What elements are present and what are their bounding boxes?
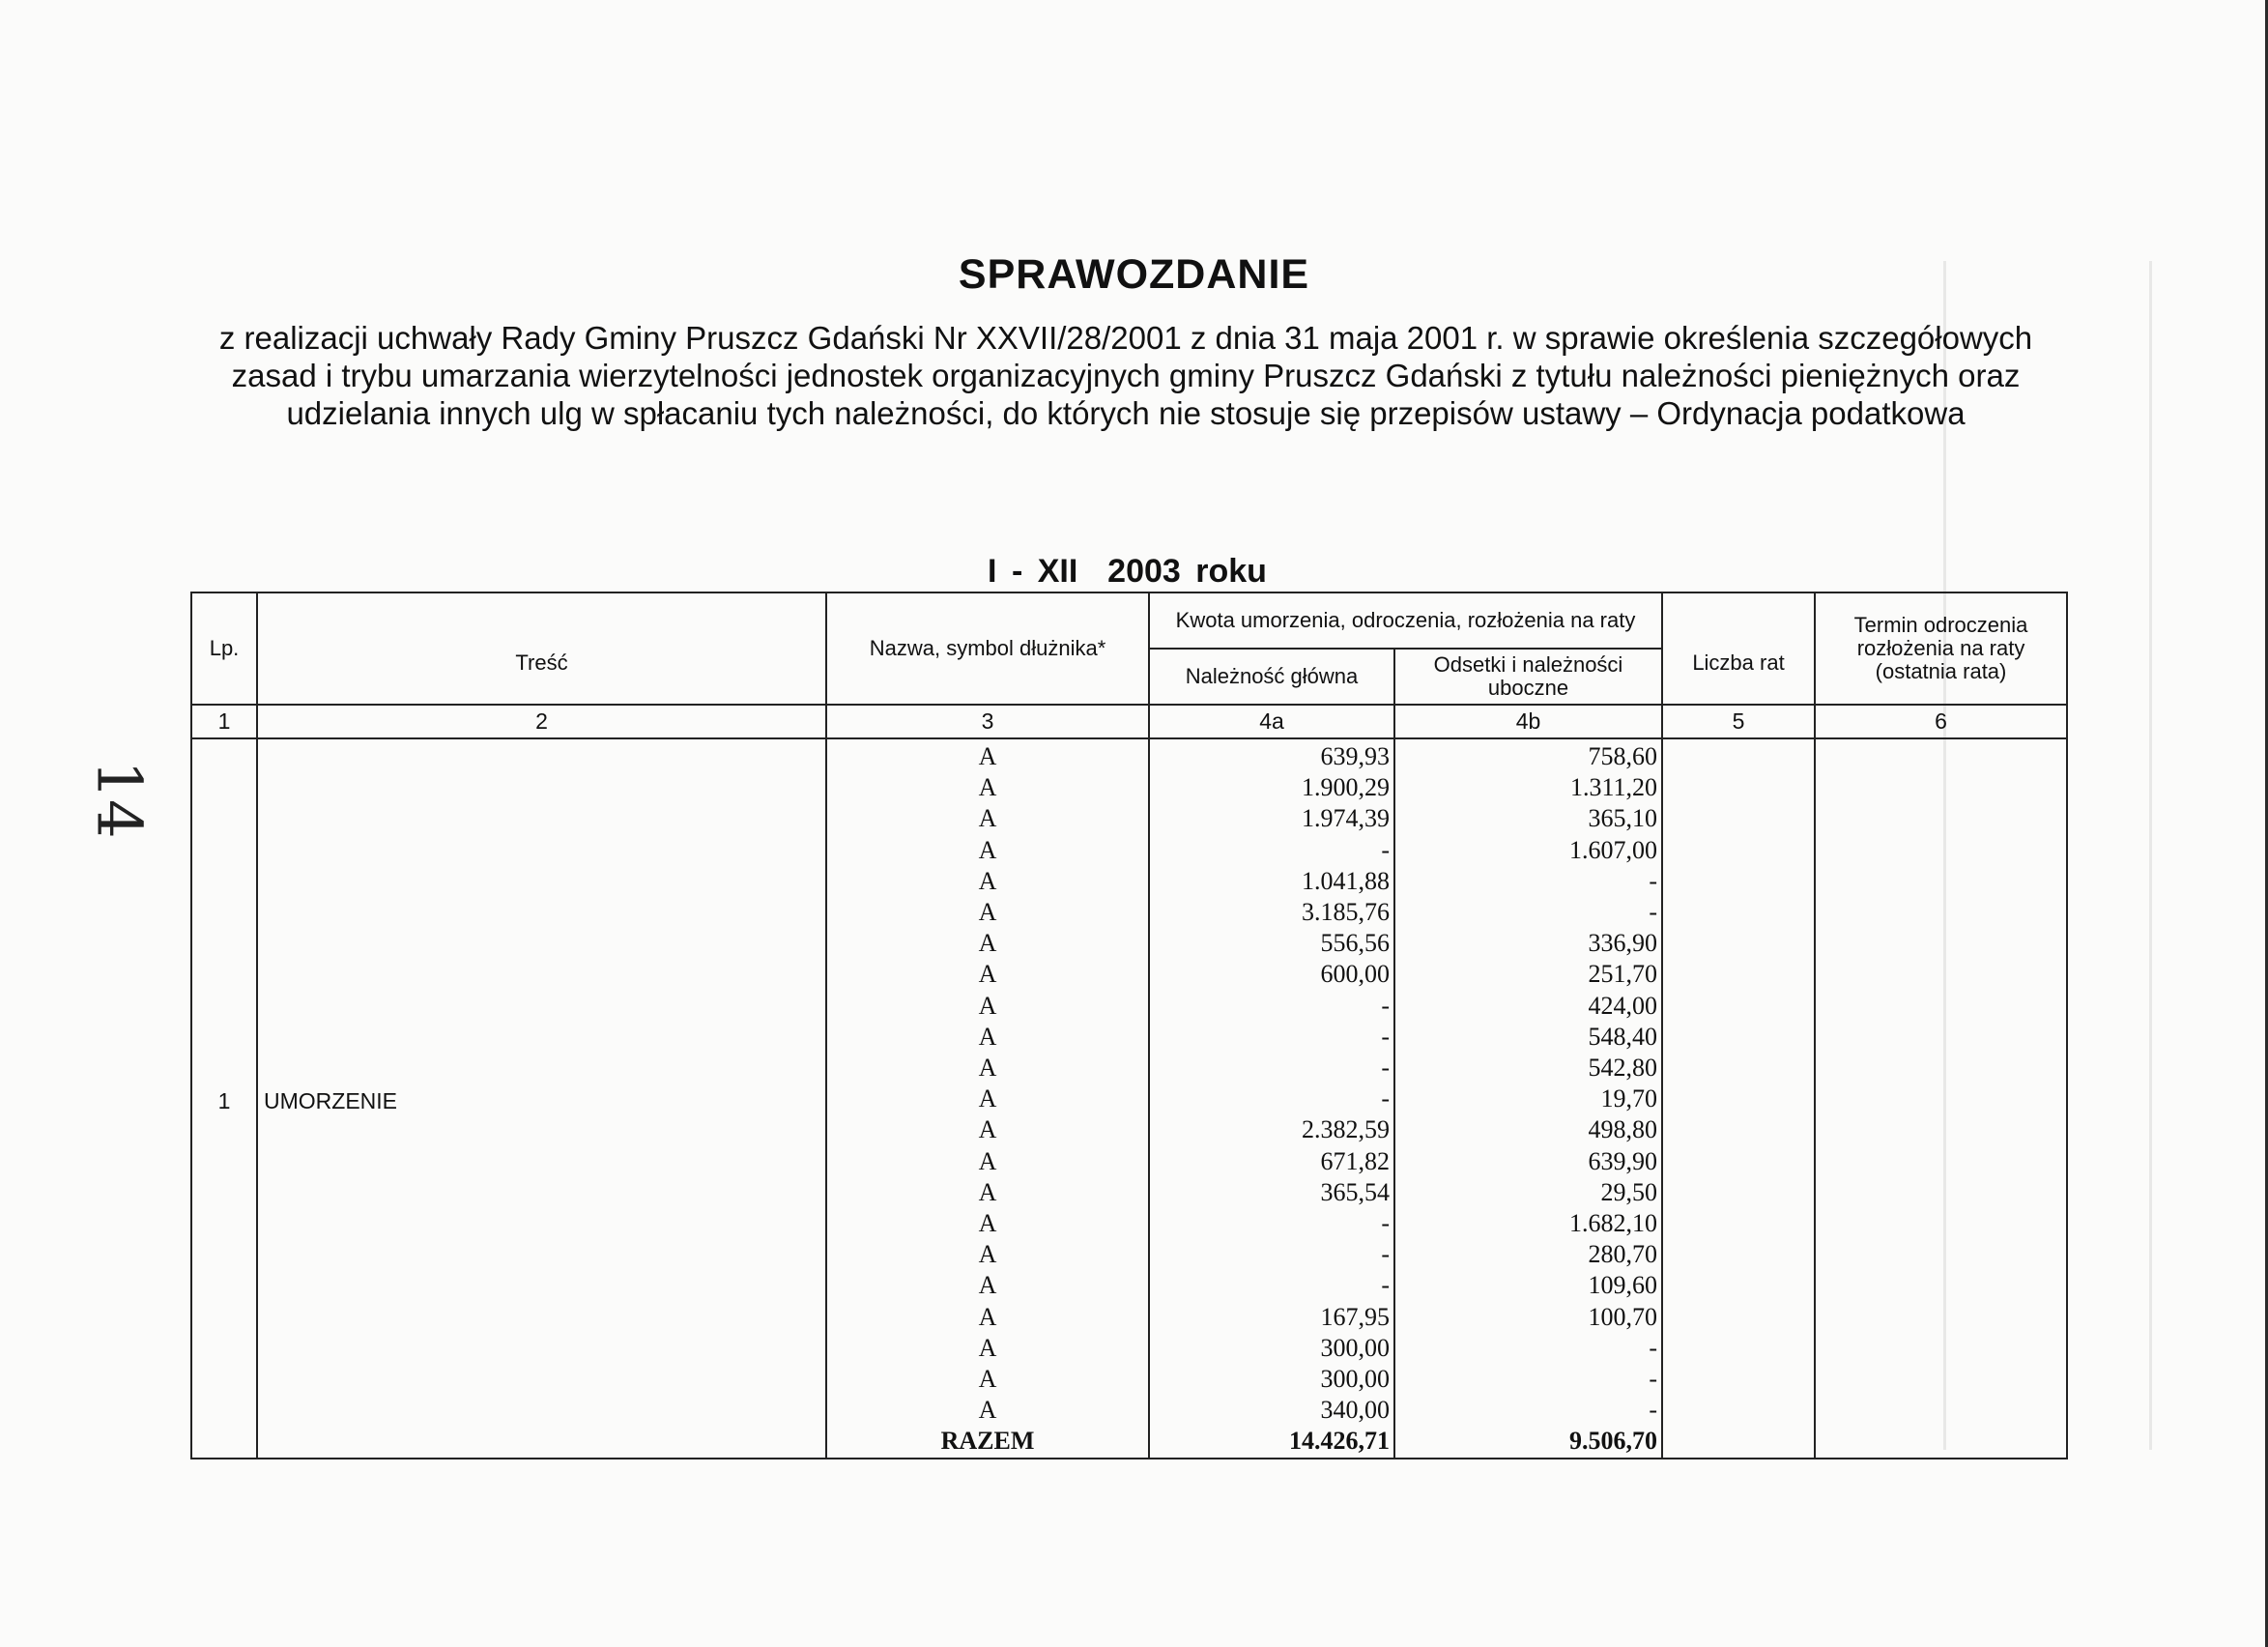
interest-value: 1.607,00: [1569, 835, 1658, 864]
interest-value: 100,70: [1588, 1302, 1658, 1331]
subtitle-line: udzielania innych ulg w spłacaniu tych należności, do których nie stosuje się przepisów ustawy – Ordynacja podatkowa: [286, 395, 1966, 431]
principal-value: 671,82: [1320, 1146, 1390, 1175]
debtor-symbol: A: [978, 991, 997, 1020]
row-termin: [1815, 738, 2067, 1459]
interest-value: 1.311,20: [1569, 773, 1658, 802]
interest-value-total: 9.506,70: [1569, 1427, 1658, 1456]
principal-list: [1150, 739, 1393, 1458]
interest-value: 29,50: [1600, 1177, 1658, 1206]
interest-column: [1394, 738, 1662, 1459]
interest-value: 336,90: [1588, 929, 1658, 958]
debtor-symbol: A: [978, 1240, 997, 1269]
interest-value: -: [1649, 1333, 1658, 1362]
debtor-symbol: A: [978, 960, 997, 989]
interest-value: 109,60: [1588, 1271, 1658, 1300]
debtor-symbol: A: [978, 1084, 997, 1113]
debtor-symbol: A: [978, 1177, 997, 1206]
debtor-list: [827, 739, 1148, 1458]
header-nazwa: Nazwa, symbol dłużnika*: [826, 592, 1149, 705]
interest-value: 498,80: [1588, 1115, 1658, 1144]
debtor-symbol: A: [978, 866, 997, 895]
header-odsetki: Odsetki i należności uboczne: [1394, 649, 1662, 705]
column-number: 2: [257, 705, 826, 738]
debtor-symbol: A: [978, 804, 997, 833]
interest-value: 365,10: [1588, 804, 1658, 833]
interest-value: 639,90: [1588, 1146, 1658, 1175]
interest-value: 280,70: [1588, 1240, 1658, 1269]
column-number: 4a: [1149, 705, 1394, 738]
row-liczba-rat: [1662, 738, 1815, 1459]
principal-value: -: [1381, 1022, 1390, 1051]
debtor-symbol: A: [978, 1365, 997, 1394]
interest-value: -: [1649, 866, 1658, 895]
column-number: 6: [1815, 705, 2067, 738]
debtor-symbol: A: [978, 835, 997, 864]
principal-column: [1149, 738, 1394, 1459]
handwritten-page-mark: 14: [82, 760, 155, 839]
interest-value: -: [1649, 1396, 1658, 1425]
principal-value: 1.041,88: [1302, 866, 1390, 895]
principal-value: -: [1381, 1084, 1390, 1113]
debtor-symbol: A: [978, 1271, 997, 1300]
principal-value: 556,56: [1320, 929, 1390, 958]
debtor-symbol: A: [978, 1302, 997, 1331]
debtor-symbol: A: [978, 1146, 997, 1175]
debtor-symbol: A: [978, 1054, 997, 1083]
interest-value: 542,80: [1588, 1054, 1658, 1083]
report-table: [190, 592, 2068, 1459]
principal-value: -: [1381, 1054, 1390, 1083]
row-lp: 1: [191, 738, 257, 1459]
principal-value-total: 14.426,71: [1289, 1427, 1390, 1456]
interest-value: -: [1649, 1365, 1658, 1394]
debtor-symbol-total: RAZEM: [940, 1427, 1035, 1456]
debtor-symbol: A: [978, 742, 997, 770]
header-termin: Termin odroczenia rozłożenia na raty (ostatnia rata): [1815, 592, 2067, 705]
principal-value: 3.185,76: [1302, 898, 1390, 927]
interest-value: 19,70: [1600, 1084, 1658, 1113]
principal-value: -: [1381, 991, 1390, 1020]
column-number: 4b: [1394, 705, 1662, 738]
principal-value: 340,00: [1320, 1396, 1390, 1425]
document-subtitle: [193, 319, 2058, 432]
principal-value: 300,00: [1320, 1365, 1390, 1394]
debtor-column: [826, 738, 1149, 1459]
principal-value: 600,00: [1320, 960, 1390, 989]
principal-value: -: [1381, 835, 1390, 864]
column-number: 3: [826, 705, 1149, 738]
row-tresc: UMORZENIE: [257, 738, 826, 1459]
principal-value: 2.382,59: [1302, 1115, 1390, 1144]
principal-value: -: [1381, 1240, 1390, 1269]
header-kwota-group: Kwota umorzenia, odroczenia, rozłożenia na raty: [1149, 592, 1662, 649]
interest-list: [1395, 739, 1661, 1458]
debtor-symbol: A: [978, 1333, 997, 1362]
debtor-symbol: A: [978, 1209, 997, 1238]
principal-value: 365,54: [1320, 1177, 1390, 1206]
header-liczba-rat: Liczba rat: [1662, 592, 1815, 705]
debtor-symbol: A: [978, 1022, 997, 1051]
column-number: 5: [1662, 705, 1815, 738]
principal-value: -: [1381, 1209, 1390, 1238]
subtitle-line: z realizacji uchwały Rady Gminy Pruszcz Gdański Nr XXVII/28/2001 z dnia 31 maja 2001 r. w sprawie określenia szczegółowych: [218, 320, 2033, 356]
header-tresc: Treść: [257, 592, 826, 705]
debtor-symbol: A: [978, 929, 997, 958]
principal-value: 167,95: [1320, 1302, 1390, 1331]
header-naleznosc: Należność główna: [1149, 649, 1394, 705]
principal-value: 300,00: [1320, 1333, 1390, 1362]
header-row: [191, 592, 2067, 649]
column-number-row: [191, 705, 2067, 738]
interest-value: 251,70: [1588, 960, 1658, 989]
debtor-symbol: A: [978, 898, 997, 927]
debtor-symbol: A: [978, 1115, 997, 1144]
interest-value: 758,60: [1588, 742, 1658, 770]
principal-value: 1.900,29: [1302, 773, 1390, 802]
interest-value: -: [1649, 898, 1658, 927]
principal-value: 639,93: [1320, 742, 1390, 770]
interest-value: 1.682,10: [1569, 1209, 1658, 1238]
principal-value: 1.974,39: [1302, 804, 1390, 833]
header-lp: Lp.: [191, 592, 257, 705]
debtor-symbol: A: [978, 773, 997, 802]
principal-value: -: [1381, 1271, 1390, 1300]
interest-value: 548,40: [1588, 1022, 1658, 1051]
column-number: 1: [191, 705, 257, 738]
interest-value: 424,00: [1588, 991, 1658, 1020]
report-period: I - XII 2003 roku: [988, 553, 1267, 590]
debtor-symbol: A: [978, 1396, 997, 1425]
subtitle-line: zasad i trybu umarzania wierzytelności jednostek organizacyjnych gminy Pruszcz Gdański z tytułu należności pieniężnych oraz: [231, 358, 2021, 393]
document-title: SPRAWOZDANIE: [958, 251, 1310, 298]
table-row: [191, 738, 2067, 1459]
